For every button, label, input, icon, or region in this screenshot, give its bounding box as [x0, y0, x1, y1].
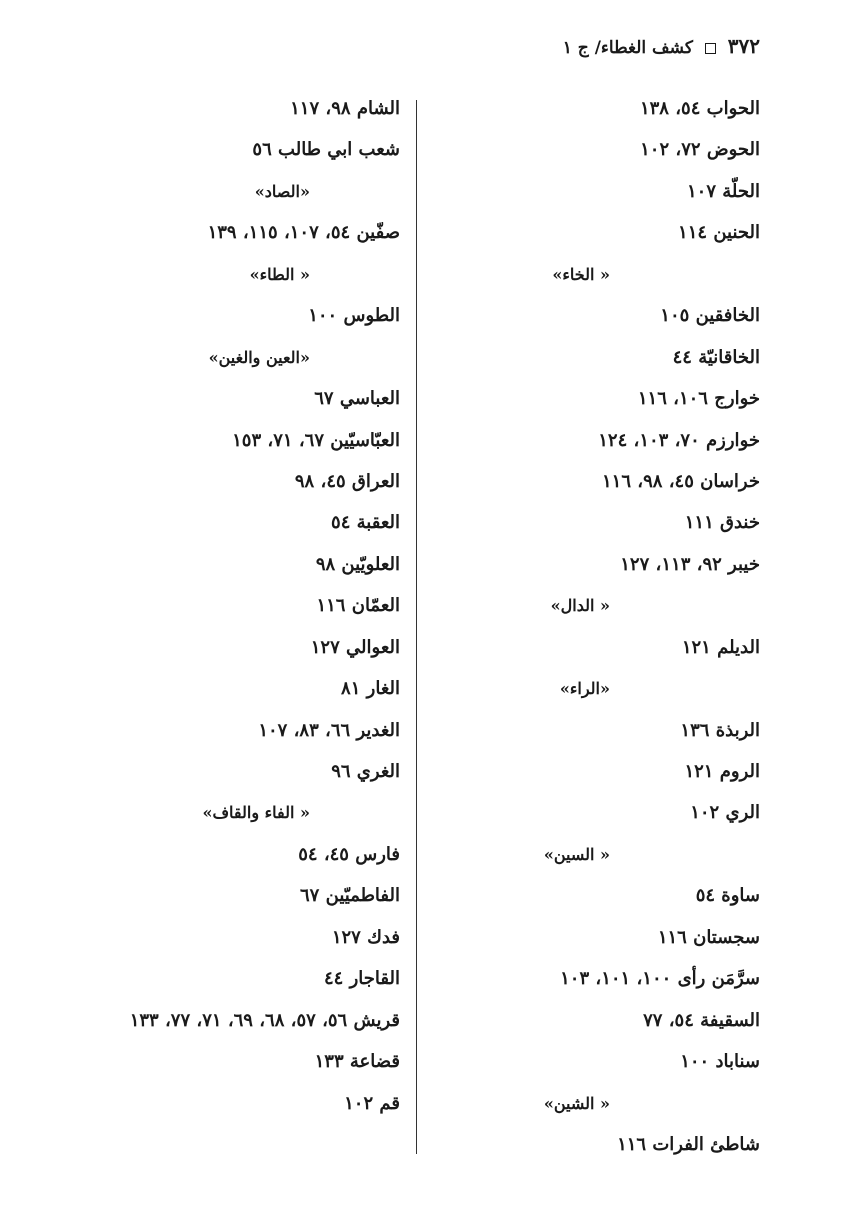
page-header [563, 34, 760, 58]
index-entry: سجستان ١١٦ [657, 926, 760, 948]
section-heading: «الصاد» [254, 181, 310, 201]
index-entry: قريش ٥٦، ٥٧، ٦٨، ٦٩، ٧١، ٧٧، ١٣٣ [129, 1009, 400, 1031]
index-entry: الحلّة ١٠٧ [687, 180, 760, 202]
index-entry: العمّان ١١٦ [316, 595, 400, 617]
index-entry: خيبر ٩٢، ١١٣، ١٢٧ [620, 553, 760, 575]
section-heading: « السين» [543, 844, 610, 864]
index-entry: خندق ١١١ [684, 512, 760, 534]
index-column-left [20, 88, 400, 1124]
index-entry: الطوس ١٠٠ [308, 305, 400, 327]
index-entry: خوارج ١٠٦، ١١٦ [637, 388, 760, 410]
index-entry: العباسي ٦٧ [314, 388, 400, 410]
index-entry: الغري ٩٦ [331, 761, 400, 782]
index-entry: القاجار ٤٤ [324, 968, 400, 990]
index-entry: خوارزم ٧٠، ١٠٣، ١٢٤ [598, 429, 760, 451]
index-entry: الحنين ١١٤ [678, 222, 760, 244]
index-entry: السقيفة ٥٤، ٧٧ [643, 1009, 760, 1031]
index-entry: الشام ٩٨، ١١٧ [290, 98, 400, 119]
section-heading: «الراء» [559, 679, 610, 699]
index-entry: الديلم ١٢١ [681, 636, 760, 658]
section-heading: «العين والغين» [208, 347, 310, 367]
index-entry: خراسان ٤٥، ٩٨، ١١٦ [602, 470, 760, 492]
index-entry: العراق ٤٥، ٩٨ [294, 470, 400, 492]
index-entry: فدك ١٢٧ [331, 926, 400, 948]
index-entry: العوالي ١٢٧ [310, 636, 400, 658]
index-entry: الخاقانيّة ٤٤ [672, 346, 760, 368]
index-entry: سناباد ١٠٠ [680, 1051, 760, 1073]
index-entry: ساوة ٥٤ [695, 885, 760, 907]
index-entry: قضاعة ١٣٣ [314, 1051, 400, 1073]
index-entry: سرَّمَن رأى ١٠٠، ١٠١، ١٠٣ [560, 968, 760, 990]
section-heading: « الخاء» [552, 264, 610, 284]
index-entry: قم ١٠٢ [344, 1092, 400, 1114]
index-entry: الري ١٠٢ [690, 802, 760, 824]
index-entry: العلويّين ٩٨ [315, 553, 400, 575]
square-bullet-icon [705, 43, 716, 54]
index-entry: فارس ٤٥، ٥٤ [298, 843, 400, 865]
section-heading: « الطاء» [249, 264, 310, 284]
column-divider [416, 100, 417, 1154]
index-entry: الربذة ١٣٦ [680, 719, 760, 741]
index-entry: شعب ابي طالب ٥٦ [252, 139, 400, 161]
section-heading: « الدال» [550, 596, 610, 616]
index-entry: الحوض ٧٢، ١٠٢ [640, 139, 760, 161]
index-entry: الروم ١٢١ [684, 761, 760, 782]
section-heading: « الشين» [543, 1093, 610, 1113]
book-title: كشف الغطاء/ ج ١ [562, 38, 693, 58]
index-entry: العقبة ٥٤ [331, 512, 400, 534]
index-entry: الغدير ٦٦، ٨٣، ١٠٧ [258, 719, 400, 741]
index-entry: الغار ٨١ [341, 678, 400, 700]
index-column-right [430, 88, 760, 1165]
index-entry: العبّاسيّين ٦٧، ٧١، ١٥٣ [232, 429, 400, 451]
index-entry: صفّين ٥٤، ١٠٧، ١١٥، ١٣٩ [207, 222, 400, 244]
index-entry: الخافقين ١٠٥ [660, 305, 760, 327]
index-entry: شاطئ الفرات ١١٦ [617, 1133, 760, 1155]
index-entry: الفاطميّين ٦٧ [300, 885, 400, 907]
page-number: ٣٧٢ [727, 34, 760, 58]
index-entry: الحواب ٥٤، ١٣٨ [639, 98, 760, 119]
section-heading: « الفاء والقاف» [202, 803, 310, 823]
